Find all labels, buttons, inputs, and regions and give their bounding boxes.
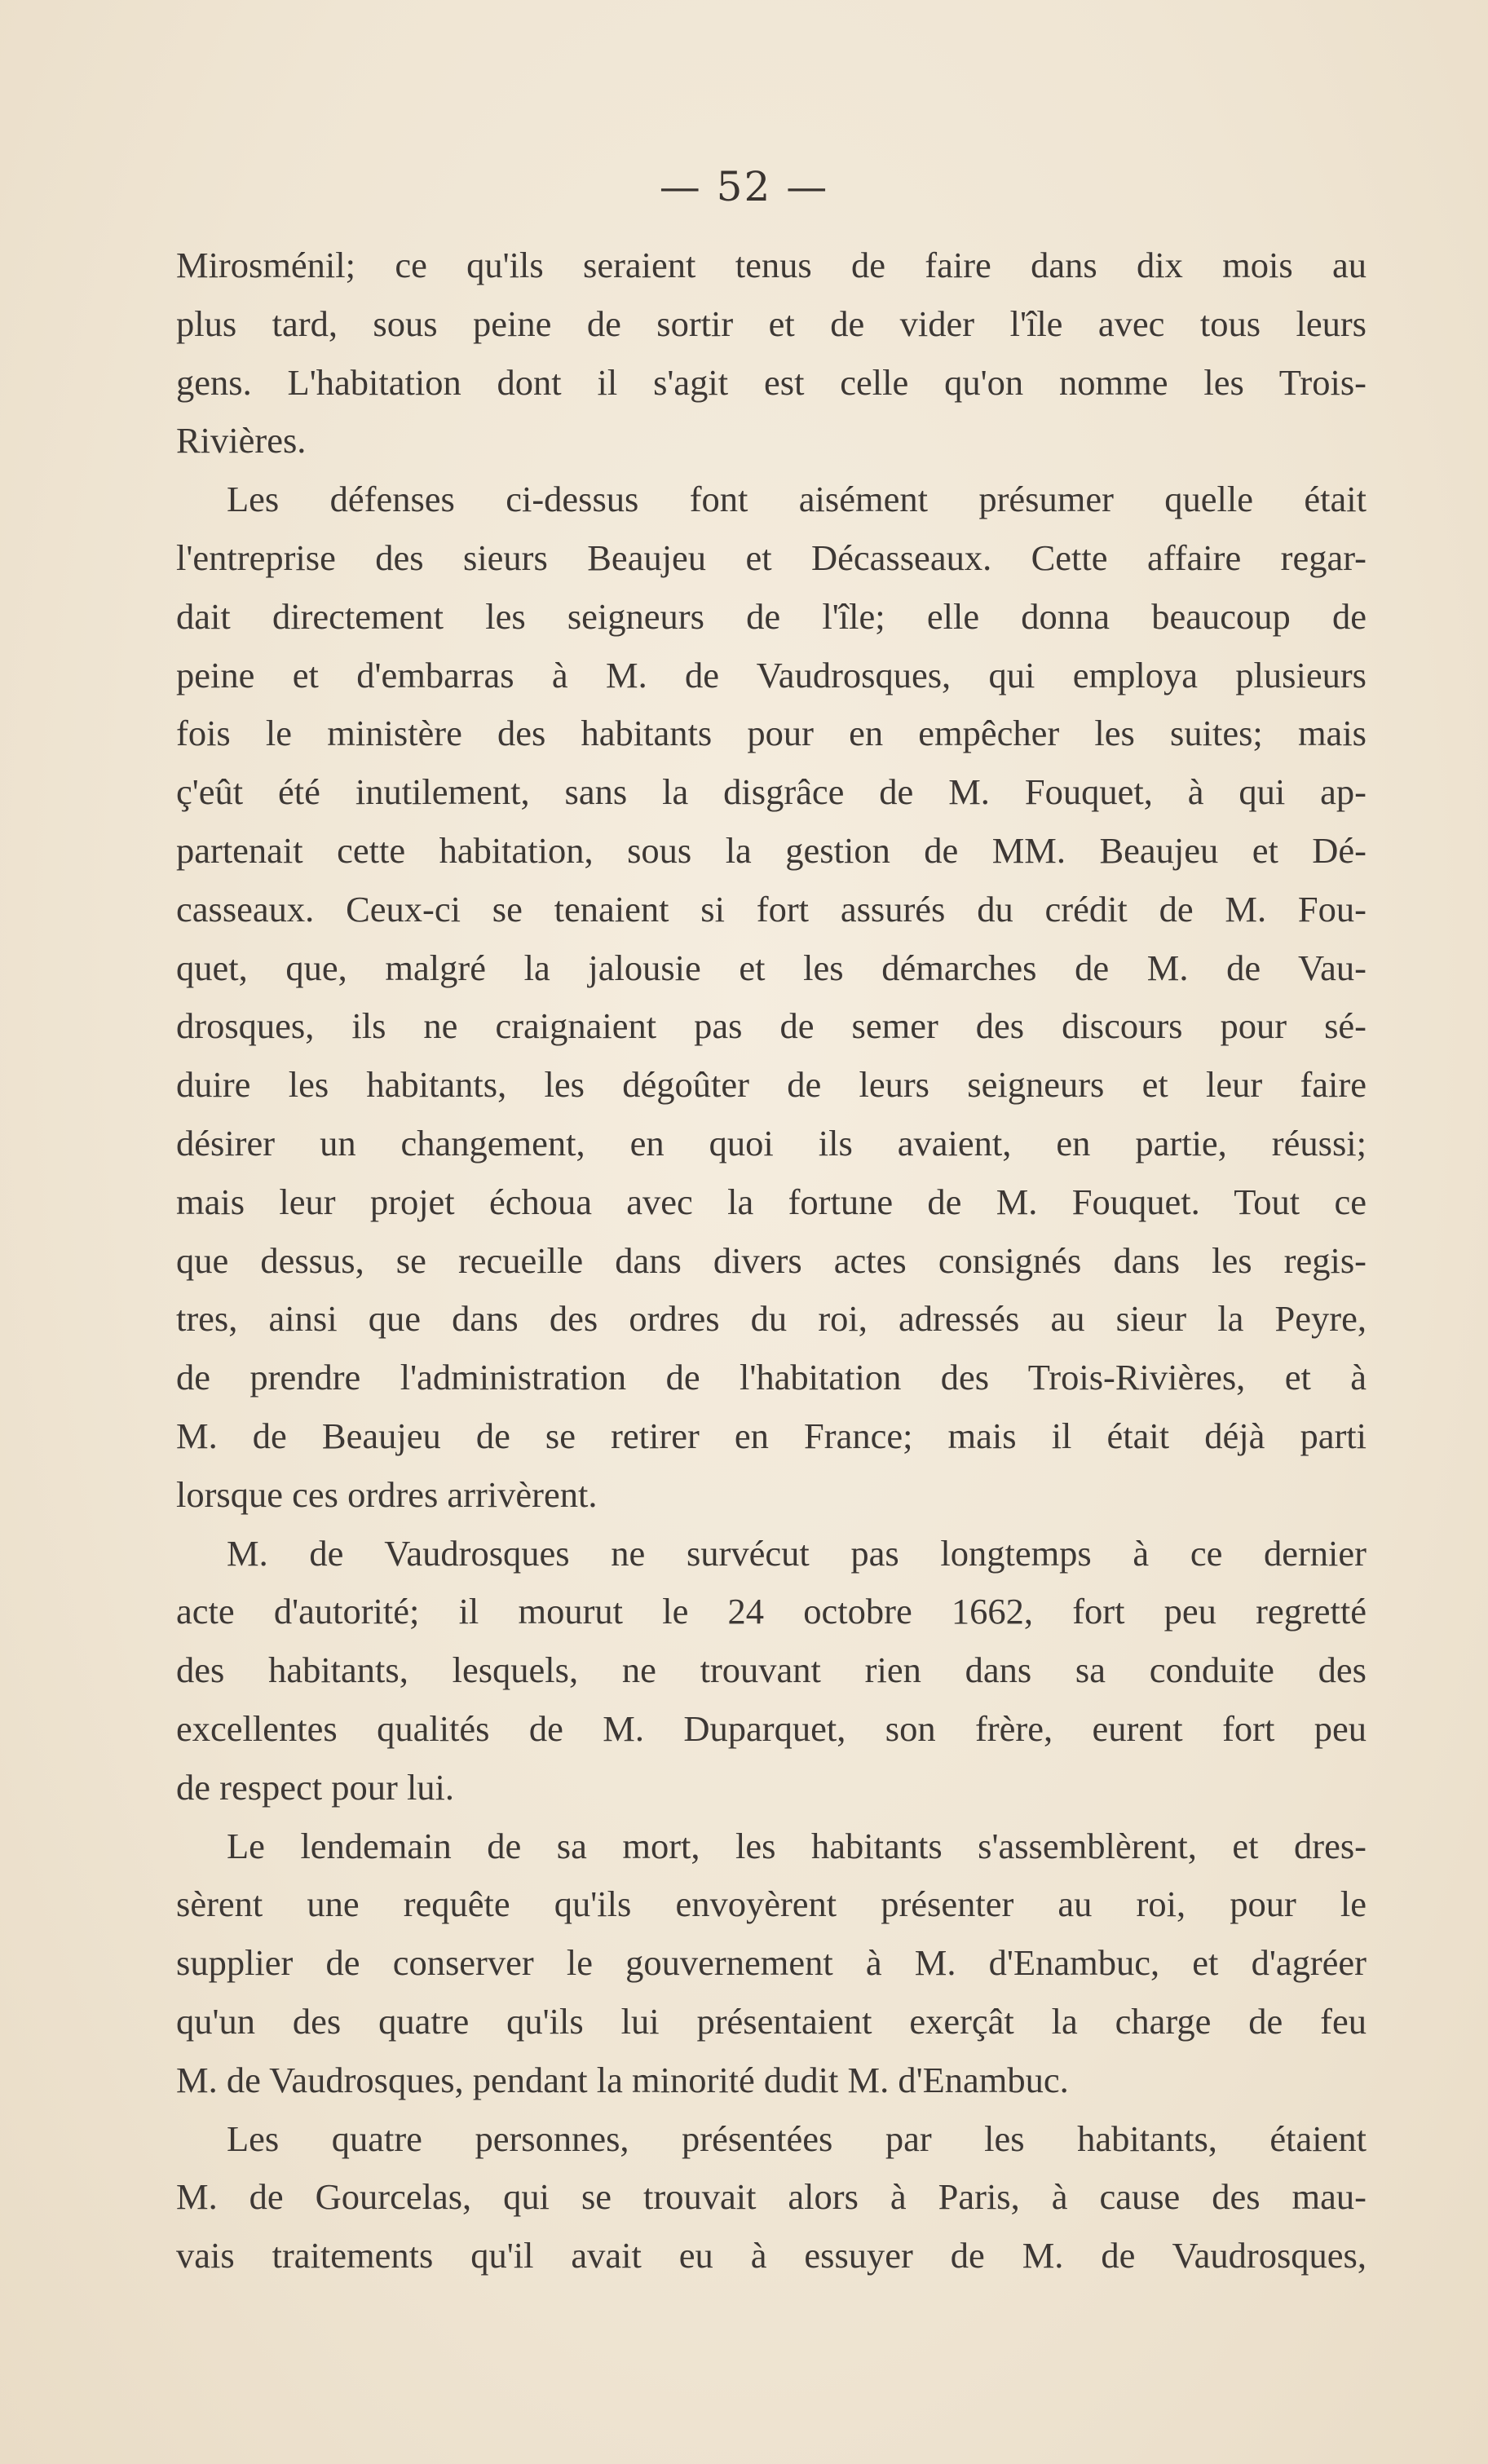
- text-line: mais leur projet échoua avec la fortune de M. Fouquet. Tout ce: [176, 1181, 1367, 1222]
- text-line: l'entreprise des sieurs Beaujeu et Décasseaux. Cette affaire regar-: [176, 537, 1367, 578]
- text-line: plus tard, sous peine de sortir et de vider l'île avec tous leurs: [176, 302, 1367, 344]
- text-line: partenait cette habitation, sous la gestion de MM. Beaujeu et Dé-: [176, 829, 1367, 871]
- text-line: duire les habitants, les dégoûter de leurs seigneurs et leur faire: [176, 1064, 1367, 1106]
- body-text: [176, 236, 1367, 2285]
- text-line: Les défenses ci-dessus font aisément présumer quelle était: [227, 479, 1367, 520]
- text-line: drosques, ils ne craignaient pas de semer des discours pour sé-: [176, 1005, 1367, 1047]
- text-line: supplier de conserver le gouvernement à M. d'Enambuc, et d'agréer: [176, 1942, 1367, 1984]
- text-line: Le lendemain de sa mort, les habitants s'assemblèrent, et dres-: [227, 1825, 1367, 1866]
- text-line: vais traitements qu'il avait eu à essuyer de M. de Vaudrosques,: [176, 2235, 1367, 2276]
- text-line: désirer un changement, en quoi ils avaient, en partie, réussi;: [176, 1122, 1367, 1164]
- text-line: Rivières.: [176, 420, 307, 461]
- text-line: excellentes qualités de M. Duparquet, son frère, eurent fort peu: [176, 1707, 1367, 1749]
- paragraph: [176, 1525, 1367, 1817]
- text-line: de respect pour lui.: [176, 1766, 455, 1808]
- text-line: tres, ainsi que dans des ordres du roi, adressés au sieur la Peyre,: [176, 1298, 1367, 1340]
- text-line: de prendre l'administration de l'habitation des Trois-Rivières, et à: [176, 1357, 1367, 1398]
- text-line: M. de Vaudrosques, pendant la minorité dudit M. d'Enambuc.: [176, 2059, 1069, 2100]
- text-line: peine et d'embarras à M. de Vaudrosques, qui employa plusieurs: [176, 654, 1367, 695]
- text-line: lorsque ces ordres arrivèrent.: [176, 1473, 598, 1515]
- text-line: acte d'autorité; il mourut le 24 octobre 1662, fort peu regretté: [176, 1591, 1367, 1632]
- paragraph: [176, 1817, 1367, 2110]
- paragraph: [176, 236, 1367, 470]
- text-line: ç'eût été inutilement, sans la disgrâce de M. Fouquet, à qui ap-: [176, 771, 1367, 813]
- text-line: M. de Gourcelas, qui se trouvait alors à Paris, à cause des mau-: [176, 2176, 1367, 2218]
- paragraph: [176, 470, 1367, 1524]
- text-line: que dessus, se recueille dans divers actes consignés dans les regis-: [176, 1239, 1367, 1281]
- text-line: des habitants, lesquels, ne trouvant rien dans sa conduite des: [176, 1649, 1367, 1691]
- text-line: qu'un des quatre qu'ils lui présentaient exerçât la charge de feu: [176, 2000, 1367, 2042]
- text-line: quet, que, malgré la jalousie et les démarches de M. de Vau-: [176, 947, 1367, 988]
- text-line: fois le ministère des habitants pour en empêcher les suites; mais: [176, 713, 1367, 754]
- text-line: M. de Vaudrosques ne survécut pas longtemps à ce dernier: [227, 1532, 1367, 1574]
- text-line: sèrent une requête qu'ils envoyèrent présenter au roi, pour le: [176, 1883, 1367, 1925]
- text-line: dait directement les seigneurs de l'île; elle donna beaucoup de: [176, 595, 1367, 637]
- text-line: gens. L'habitation dont il s'agit est celle qu'on nomme les Trois-: [176, 361, 1367, 403]
- page-number: — 52 —: [659, 163, 829, 210]
- text-line: M. de Beaujeu de se retirer en France; mais il était déjà parti: [176, 1415, 1367, 1456]
- text-line: Les quatre personnes, présentées par les habitants, étaient: [227, 2117, 1367, 2159]
- text-line: Mirosménil; ce qu'ils seraient tenus de faire dans dix mois au: [176, 245, 1367, 285]
- paragraph: [176, 2110, 1367, 2285]
- text-line: casseaux. Ceux-ci se tenaient si fort assurés du crédit de M. Fou-: [176, 888, 1367, 930]
